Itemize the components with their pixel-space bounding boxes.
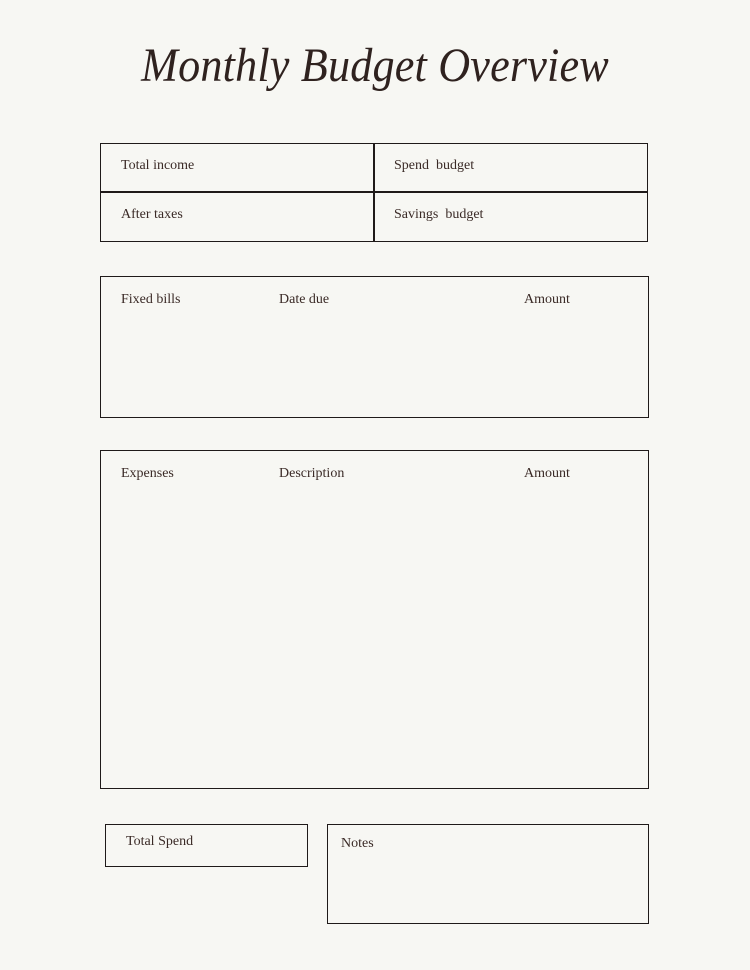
notes-box [327, 824, 649, 924]
after-taxes-label: After taxes [121, 207, 183, 222]
total-income-label: Total income [121, 158, 195, 173]
expenses-header: Expenses [121, 466, 174, 481]
spend-budget-label: Spend budget [394, 158, 475, 173]
fixed-bills-amount-header: Amount [524, 292, 570, 307]
savings-budget-label: Savings budget [394, 207, 484, 222]
fixed-bills-header: Fixed bills [121, 292, 181, 307]
grid-horizontal-divider [101, 191, 647, 193]
expenses-amount-header: Amount [524, 466, 570, 481]
date-due-header: Date due [279, 292, 330, 307]
income-summary-grid [100, 143, 648, 242]
notes-label: Notes [341, 836, 374, 851]
page-title: Monthly Budget Overview [141, 39, 609, 92]
expenses-section [100, 450, 649, 789]
fixed-bills-section [100, 276, 649, 418]
description-header: Description [279, 466, 345, 481]
total-spend-label: Total Spend [126, 834, 194, 849]
total-spend-box [105, 824, 308, 867]
grid-vertical-divider [373, 144, 375, 241]
